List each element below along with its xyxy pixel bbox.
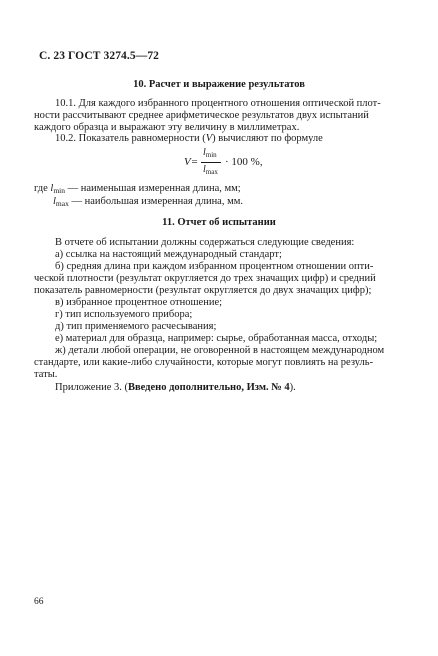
section-10-title: 10. Расчет и выражение результатов [133,79,305,90]
report-intro: В отчете об испытании должны содержаться следующие сведения: [55,237,355,248]
report-item-d: д) тип применяемого расчесывания; [55,321,217,332]
where-lmax: $l_{max}$ — наибольшая измеренная длина, мм. [53,196,244,208]
report-item-zh-line-3: таты. [34,369,58,380]
report-item-e: е) материал для образца, например: сырье, обработанная масса, отходы; [55,333,378,344]
report-item-v: в) избранное процентное отношение; [55,297,223,308]
report-item-zh-line-2: стандарте, или какие-либо случайности, которые могут повлиять на резуль- [34,357,374,368]
uniformity-formula [184,147,294,179]
formula-fraction [201,147,223,179]
fraction-bar [201,162,221,163]
report-item-g: г) тип используемого прибора; [55,309,193,320]
running-head: С. 23 ГОСТ 3274.5—72 [39,50,160,62]
formula-rhs: · 100 %, [225,156,263,168]
formula-numerator: $l_{min}$ [203,147,217,159]
where-lmin: где $l_{min}$ — наименьшая измеренная длина, мм; [34,183,241,195]
formula-lhs: V= [184,156,199,168]
amendment-note: Введено дополнительно, Изм. № 4 [127,382,290,393]
report-item-a: а) ссылка на настоящий международный стандарт; [55,249,282,260]
report-item-b-line-1: б) средняя длина при каждом избранном процентном отношении опти- [55,261,374,272]
report-item-b-line-2: ческой плотности (результат округляется до трех значащих цифр) и средний [34,273,376,284]
page-number: 66 [34,597,44,607]
appendix-note: Приложение 3. (Введено дополнительно, Изм. № 4). [55,382,296,393]
para-10-1-line-1: 10.1. Для каждого избранного процентного отношения оптической плот- [55,98,381,109]
para-10-1-line-2: ности рассчитывают среднее арифметическое результатов двух испытаний [34,110,369,121]
para-10-2-start: 10.2. Показатель равномерности ( [55,133,206,144]
formula-denominator: $l_{max}$ [203,164,218,176]
var-v: V [205,133,213,144]
para-10-2-end: ) вычисляют по формуле [212,133,323,144]
section-11-title: 11. Отчет об испытании [162,217,276,228]
report-item-zh-line-1: ж) детали любой операции, не оговоренной в настоящем международном [55,345,385,356]
report-item-b-line-3: показатель равномерности (результат округляется до двух значащих цифр); [34,285,372,296]
para-10-2 [55,133,323,145]
para-10-1-line-3: каждого образца и выражают эту величину в миллиметрах. [34,122,300,133]
